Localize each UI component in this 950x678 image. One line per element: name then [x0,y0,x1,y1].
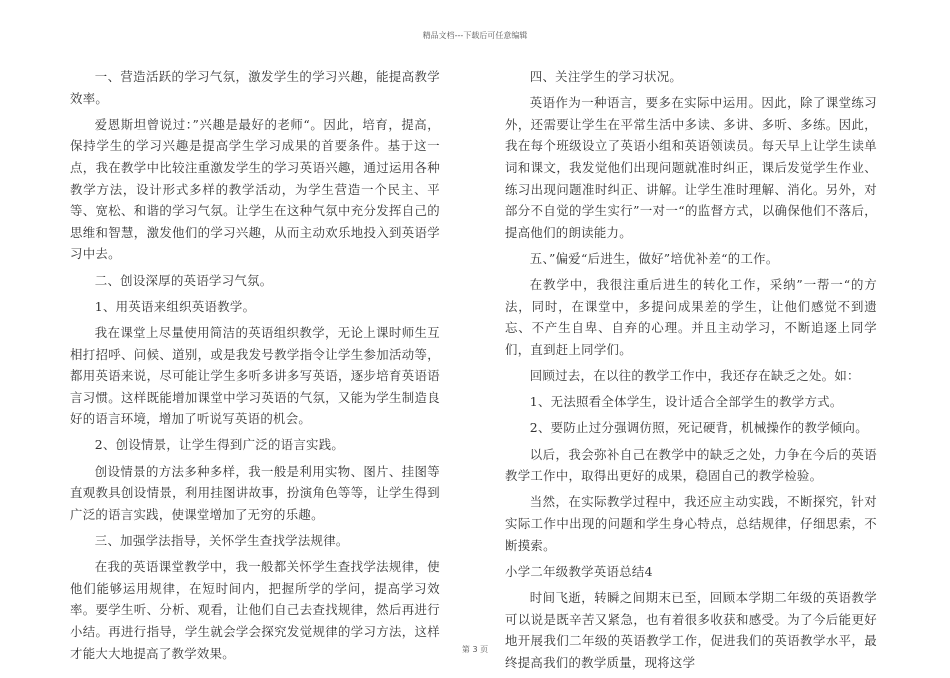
heading-3: 三、加强学法指导，关怀学生查找学法规律。 [94,533,349,549]
heading-5: 五、”偏爱“后进生，做好”培优补差“的工作。 [529,250,779,266]
paragraph: 爱恩斯坦曾说过：”兴趣是最好的老师“。因此，培育，提高，保持学生的学习兴趣是提高学生学习成果的首要条件。基于这一点，我在教学中比较注重激发学生的学习英语兴趣，通过运用各种教学方法，设计形式多样的教学活动，为学生营造一个民主、平等、宽松、和谐的学习气氛。让学生在这种气氛中充分发挥自己的思维和智慧，激发他们的学习兴趣，从而主动欢乐地投入到英语学习中去。 [70,116,440,262]
paragraph: 以后，我会弥补自己在教学中的缺乏之处，力争在今后的英语教学工作中，取得出更好的成果，稳固自己的教学检验。 [505,446,877,484]
page-number: 第 3 页 [461,645,489,654]
paragraph: 当然，在实际教学过程中，我还应主动实践，不断探究，针对实际工作中出现的问题和学生身心特点，总结规律，仔细思索，不断摸索。 [505,494,877,553]
paragraph: 英语作为一种语言，要多在实际中运用。因此，除了课堂练习外，还需要让学生在平常生活中多读、多讲、多听、多练。因此，我在每个班级设立了英语小组和英语领读员。每天早上让学生读单词和课文，我发觉他们出现问题就准时纠正，课后发觉学生作业、练习出现问题准时纠正、讲解。让学生准时理解、消化。另外，对部分不自觉的学生实行”一对一“的监督方式，以确保他们不落后，提高他们的朗读能力。 [505,95,877,240]
subheading: 1、用英语来组织英语教学。 [94,298,256,314]
paragraph: 在教学中，我很注重后进生的转化工作，采纳”一帮一“的方法，同时，在课堂中，多提问成果差的学生，让他们感觉不到遗忘、不产生自卑、自弃的心理。并且主动学习，不断追逐上同学们，直到赶上同学们。 [505,277,877,357]
heading-2: 二、创设深厚的英语学习气氛。 [94,272,273,288]
paragraph: 创设情景的方法多种多样，我一般是利用实物、图片、挂图等直观教具创设情景，利用挂图讲故事，扮演角色等等，让学生得到广泛的语言实践，使课堂增加了无穷的乐趣。 [70,463,440,522]
list-item: 2、要防止过分强调仿照，死记硬背，机械操作的教学倾向。 [529,420,868,436]
paragraph: 在我的英语课堂教学中，我一般都关怀学生查找学法规律，使他们能够运用规律，在短时间内，把握所学的学问，提高学习效率。要学生听、分析、观看，让他们自己去查找规律，然后再进行小结。再进行指导，学生就会学会探究发觉规律的学习方法，这样才能大大地提高了教学效果。 [70,559,440,661]
right-column [505,66,877,678]
heading-1: 一、营造活跃的学习气氛，激发学生的学习兴趣，能提高教学效率。 [70,69,440,106]
section-title: 小学二年级教学英语总结4 [505,563,653,579]
left-column [70,66,440,669]
list-item: 1、无法照看全体学生，设计适合全部学生的教学方式。 [529,394,843,410]
subheading: 2、创设情景，让学生得到广泛的语言实践。 [94,437,345,453]
paragraph: 我在课堂上尽量使用简洁的英语组织教学，无论上课时师生互相打招呼、问候、道别，或是我发号教学指令让学生参加活动等，都用英语来说，尽可能让学生多听多讲多写英语，逐步培育英语语言习惯。这样既能增加课堂中学习英语的气氛，又能为学生制造良好的语言环境，增加了听说写英语的机会。 [70,324,440,427]
heading-4: 四、关注学生的学习状况。 [529,69,683,84]
page-header: 精品文档---下载后可任意编辑 [422,31,528,40]
paragraph: 回顾过去，在以往的教学工作中，我还存在缺乏之处。如： [529,368,860,384]
paragraph: 时间飞逝，转瞬之间期末已至，回顾本学期二年级的英语教学可以说是既辛苦又紧急，也有着很多收获和感受。为了今后能更好地开展我们二年级的英语教学工作，促进我们的英语教学水平，最终提高我们的教学质量，现将这学 [505,590,877,670]
